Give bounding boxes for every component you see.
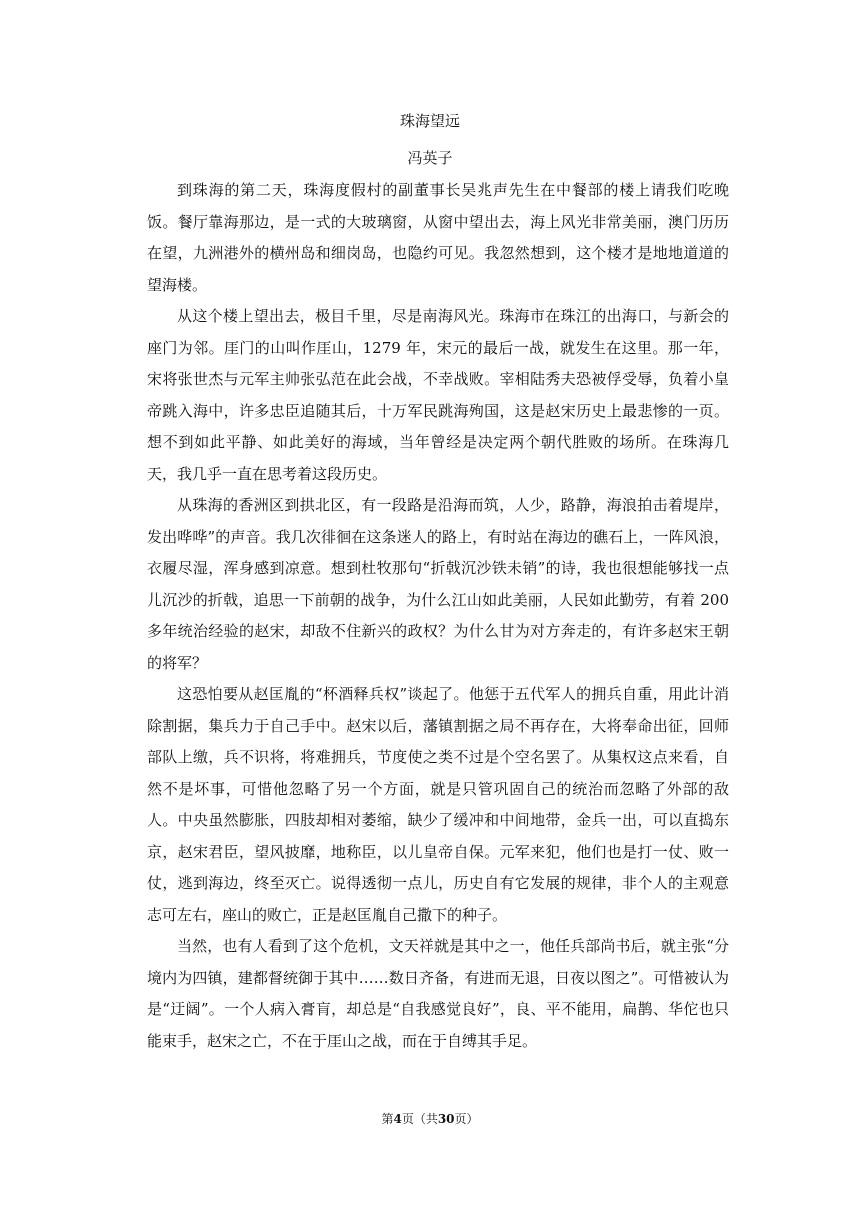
footer-suffix: 页） [454,1112,479,1126]
paragraph-1: 到珠海的第二天，珠海度假村的副董事长吴兆声先生在中餐部的楼上请我们吃晚饭。餐厅靠海那边，是一式的大玻璃窗，从窗中望出去，海上风光非常美丽，澳门历历在望，九洲港外的横州岛和细岗岛，也隐约可见。我忽然想到，这个楼才是地地道道的望海楼。 [147,181,729,294]
footer-total-pages: 30 [437,1112,455,1126]
paragraph-4: 这恐怕要从赵匡胤的“杯酒释兵权”谈起了。他惩于五代军人的拥兵自重，用此计消除割据，集兵力于自己手中。赵宋以后，藩镇割据之局不再存在，大将奉命出征，回师部队上缴，兵不识将，将难拥兵，节度使之类不过是个空名罢了。从集权这点来看，自然不是坏事，可惜他忽略了另一个方面，就是只管巩固自己的统治而忽略了外部的敌人。中央虽然膨胀，四肢却相对萎缩，缺少了缓冲和中间地带，金兵一出，可以直捣东京，赵宋君臣，望风披靡，地称臣，以儿皇帝自保。元军来犯，他们也是打一仗、败一仗，逃到海边，终至灭亡。说得透彻一点儿，历史自有它发展的规律，非个人的主观意志可左右，座山的败亡，正是赵匡胤自己撒下的种子。 [147,685,729,924]
footer-page-number: 4 [393,1112,402,1126]
footer-prefix: 第 [381,1112,394,1126]
article-title: 珠海望远 [399,112,460,130]
footer-middle: 页（共 [401,1112,438,1126]
paragraph-3: 从珠海的香洲区到拱北区，有一段路是沿海而筑，人少，路静，海浪拍击着堤岸，发出哗哗”的声音。我几次徘徊在这条迷人的路上，有时站在海边的礁石上，一阵风浪，衣履尽湿，浑身感到凉意。想到杜牧那句“折戟沉沙铁未销”的诗，我也很想能够找一点儿沉沙的折戟，追思一下前朝的战争，为什么江山如此美丽，人民如此勤劳，有着 200 多年统治经验的赵宋，却敌不住新兴的政权？为什么甘为对方奔走的，有许多赵宋王朝的将军？ [147,496,729,672]
article-body [147,175,729,1057]
paragraph-2: 从这个楼上望出去，极目千里，尽是南海风光。珠海市在珠江的出海口，与新会的座门为邻。厓门的山叫作厓山，1279 年，宋元的最后一战，就发生在这里。那一年，宋将张世杰与元军主帅张弘范在此会战，不幸战败。宰相陆秀夫恐被俘受辱，负着小皇帝跳入海中，许多忠臣追随其后，十万军民跳海殉国，这是赵宋历史上最悲惨的一页。想不到如此平静、如此美好的海域，当年曾经是决定两个朝代胜败的场所。在珠海几天，我几乎一直在思考着这段历史。 [147,307,729,483]
paragraph-5: 当然，也有人看到了这个危机，文天祥就是其中之一，他任兵部尚书后，就主张“分境内为四镇，建都督统御于其中……数日齐备，有进而无退，日夜以图之”。可惜被认为是“迂阔”。一个人病入膏肓，却总是“自我感觉良好”，良、平不能用，扁鹊、华佗也只能束手，赵宋之亡，不在于厓山之战，而在于自缚其手足。 [147,937,729,1050]
article-author: 冯英子 [407,149,453,167]
page-footer [0,1111,860,1127]
